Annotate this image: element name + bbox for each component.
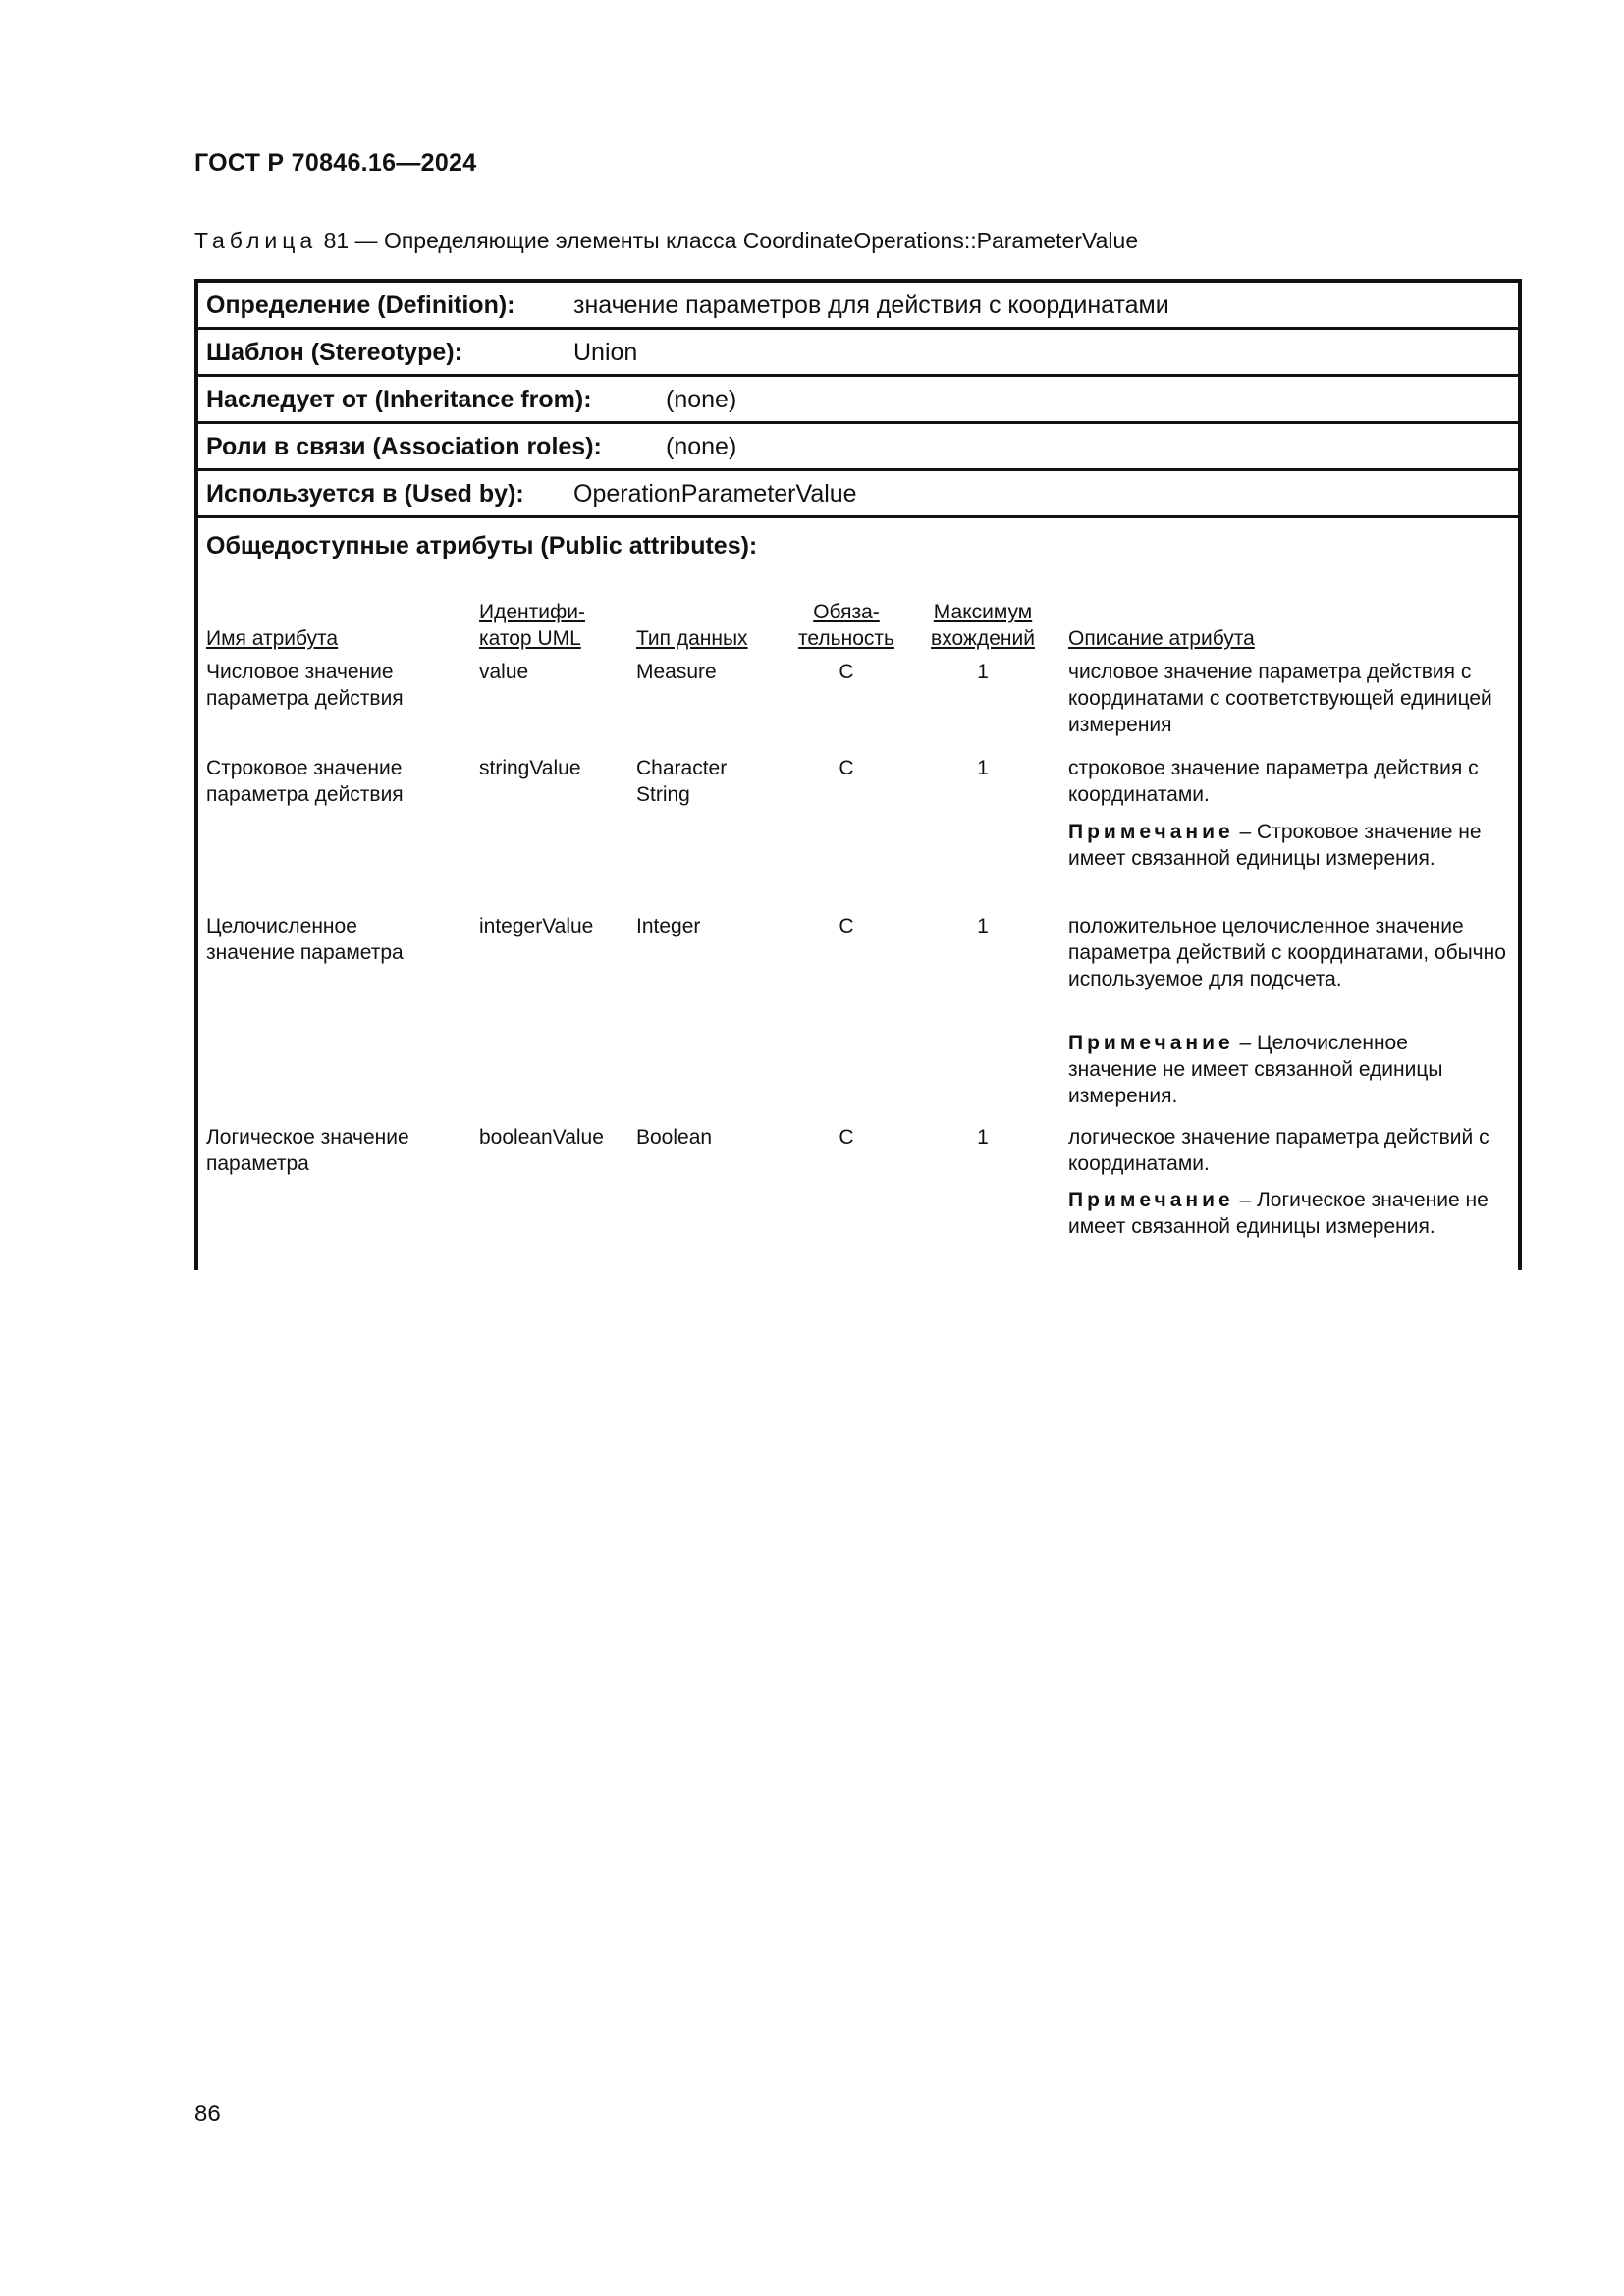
attr-3-note-text: – Целочисленное значение не имеет связанной единицы измерения. — [1068, 1032, 1443, 1107]
attr-4-max: 1 — [977, 1126, 989, 1148]
definition-table — [194, 279, 1522, 1270]
public-attributes-title: Общедоступные атрибуты (Public attributes): — [206, 532, 758, 560]
attr-2-obligation: C — [839, 757, 854, 779]
attr-3-type: Integer — [636, 915, 701, 937]
attr-3-note-label: Примечание — [1068, 1032, 1234, 1054]
inheritance-value: (none) — [666, 386, 737, 413]
attr-2-name: Строковое значение параметра действия — [206, 757, 404, 806]
attr-1-type: Measure — [636, 661, 717, 683]
attr-2-note-text: – Строковое значение не имеет связанной единицы измерения. — [1068, 821, 1482, 870]
inheritance-label: Наследует от (Inheritance from): — [206, 386, 592, 413]
definition-value: значение параметров для действия с координатами — [573, 292, 1169, 319]
attr-4-uml: booleanValue — [479, 1126, 604, 1148]
attr-1-name: Числовое значение параметра действия — [206, 661, 404, 710]
attr-3-max: 1 — [977, 915, 989, 937]
column-header-max-line2: вхождений — [931, 627, 1035, 650]
attr-2-max: 1 — [977, 757, 989, 779]
column-header-obligation-line2: тельность — [798, 627, 894, 650]
table-caption-text: 81 — Определяющие элементы класса CoordinateOperations::ParameterValue — [323, 228, 1139, 253]
column-header-uml — [479, 599, 585, 652]
used-by-label: Используется в (Used by): — [206, 480, 524, 507]
table-caption — [194, 228, 1138, 254]
attr-2-note — [1068, 819, 1500, 872]
stereotype-label: Шаблон (Stereotype): — [206, 339, 462, 366]
stereotype-row — [198, 330, 1518, 377]
attr-2-description: строковое значение параметра действия с координатами. — [1068, 757, 1479, 806]
column-header-description: Описание атрибута — [1068, 627, 1255, 650]
attr-1-uml: value — [479, 661, 529, 683]
attr-4-note — [1068, 1187, 1500, 1240]
inheritance-row — [198, 377, 1518, 424]
attr-3-name: Целочисленное значение параметра — [206, 915, 404, 964]
attr-2-type: Character String — [636, 757, 728, 806]
attr-4-name: Логическое значение параметра — [206, 1126, 409, 1175]
attr-4-description: логическое значение параметра действий с координатами. — [1068, 1126, 1489, 1175]
attr-1-max: 1 — [977, 661, 989, 683]
column-header-uml-line1: Идентифи- — [479, 601, 585, 623]
attr-2-note-label: Примечание — [1068, 821, 1234, 843]
attr-1-description: числовое значение параметра действия с координатами с соответствующей единицей измерения — [1068, 661, 1492, 736]
attr-3-description: положительное целочисленное значение параметра действий с координатами, обычно используемое для подсчета. — [1068, 915, 1506, 990]
attr-4-note-label: Примечание — [1068, 1189, 1234, 1211]
stereotype-value: Union — [573, 339, 638, 366]
attr-1-obligation: C — [839, 661, 854, 683]
document-code: ГОСТ Р 70846.16—2024 — [194, 149, 477, 177]
used-by-row — [198, 471, 1518, 518]
association-roles-row — [198, 424, 1518, 471]
used-by-value: OperationParameterValue — [573, 480, 857, 507]
column-header-obligation — [787, 599, 905, 652]
attr-4-obligation: C — [839, 1126, 854, 1148]
attr-4-note-text: – Логическое значение не имеет связанной единицы измерения. — [1068, 1189, 1489, 1238]
column-header-type: Тип данных — [636, 627, 748, 650]
association-roles-label: Роли в связи (Association roles): — [206, 433, 602, 460]
column-header-name: Имя атрибута — [206, 627, 339, 650]
table-caption-label: Таблица — [194, 228, 318, 253]
column-header-obligation-line1: Обяза- — [813, 601, 880, 623]
page-number: 86 — [194, 2101, 221, 2127]
attr-4-type: Boolean — [636, 1126, 713, 1148]
attr-3-uml: integerValue — [479, 915, 594, 937]
association-roles-value: (none) — [666, 433, 737, 460]
attr-2-uml: stringValue — [479, 757, 581, 779]
attr-3-obligation: C — [839, 915, 854, 937]
definition-row — [198, 283, 1518, 330]
definition-label: Определение (Definition): — [206, 292, 515, 319]
column-header-uml-line2: катор UML — [479, 627, 581, 650]
column-header-max-occurrences — [921, 599, 1045, 652]
attr-3-note — [1068, 1030, 1500, 1109]
column-header-max-line1: Максимум — [933, 601, 1033, 623]
